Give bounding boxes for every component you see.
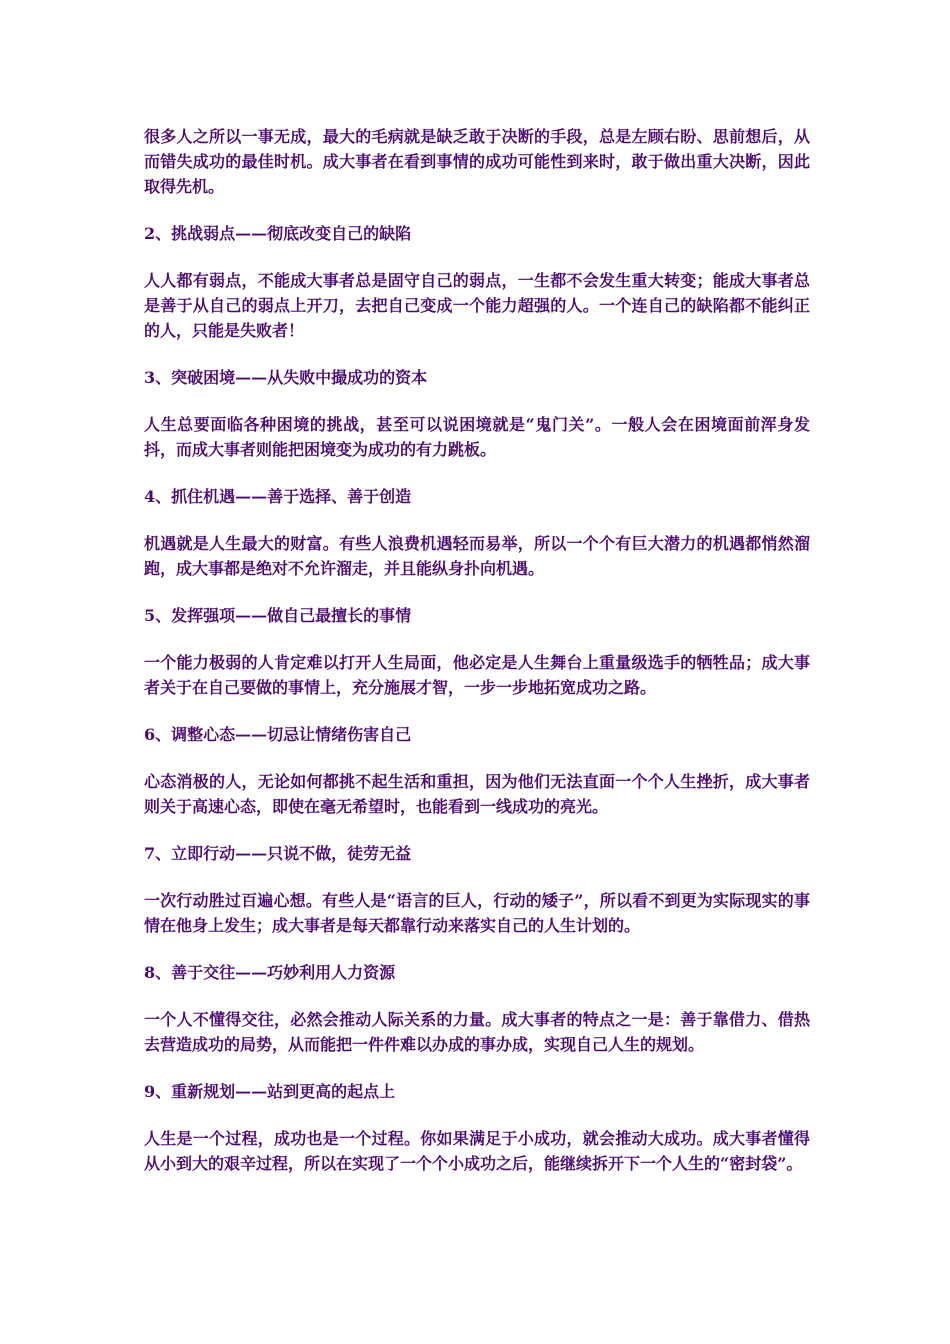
section-paragraph: 一个人不懂得交往，必然会推动人际关系的力量。成大事者的特点之一是：善于靠借力、借热去营造成功的局势，从而能把一件件难以办成的事办成，实现自己人生的规划。 [144, 1010, 810, 1054]
section-paragraph: 一次行动胜过百遍心想。有些人是“语言的巨人，行动的矮子”，所以看不到更为实际现实的事情在他身上发生；成大事者是每天都靠行动来落实自己的人生计划的。 [144, 891, 810, 935]
section-heading: 4、抓住机遇——善于选择、善于创造 [144, 487, 412, 506]
section-heading: 8、善于交往——巧妙利用人力资源 [144, 963, 396, 982]
intro-paragraph: 很多人之所以一事无成，最大的毛病就是缺乏敢于决断的手段，总是左顾右盼、思前想后，从而错失成功的最佳时机。成大事者在看到事情的成功可能性到来时，敢于做出重大决断，因此取得先机。 [144, 127, 810, 196]
section-paragraph: 人人都有弱点，不能成大事者总是固守自己的弱点，一生都不会发生重大转变；能成大事者总是善于从自己的弱点上开刀，去把自己变成一个能力超强的人。一个连自己的缺陷都不能纠正的人，只能是失败者！ [144, 271, 810, 340]
section-heading: 9、重新规划——站到更高的起点上 [144, 1082, 396, 1101]
section-heading: 6、调整心态——切忌让情绪伤害自己 [144, 725, 412, 744]
section-paragraph: 人生是一个过程，成功也是一个过程。你如果满足于小成功，就会推动大成功。成大事者懂得从小到大的艰辛过程，所以在实现了一个个小成功之后，能继续拆开下一个人生的“密封袋”。 [144, 1129, 810, 1173]
section-heading: 3、突破困境——从失败中撮成功的资本 [144, 368, 428, 387]
section-paragraph: 一个能力极弱的人肯定难以打开人生局面，他必定是人生舞台上重量级选手的牺牲品；成大事者关于在自己要做的事情上，充分施展才智，一步一步地拓宽成功之路。 [144, 653, 810, 697]
section-paragraph: 心态消极的人，无论如何都挑不起生活和重担，因为他们无法直面一个个人生挫折，成大事者则关于高速心态，即使在毫无希望时，也能看到一线成功的亮光。 [144, 772, 810, 816]
section-paragraph: 人生总要面临各种困境的挑战，甚至可以说困境就是“鬼门关”。一般人会在困境面前浑身发抖，而成大事者则能把困境变为成功的有力跳板。 [144, 415, 810, 459]
document-body [144, 124, 810, 1198]
section-paragraph: 机遇就是人生最大的财富。有些人浪费机遇轻而易举，所以一个个有巨大潜力的机遇都悄然溜跑，成大事都是绝对不允许溜走，并且能纵身扑向机遇。 [144, 534, 810, 578]
section-heading: 2、挑战弱点——彻底改变自己的缺陷 [144, 224, 412, 243]
section-heading: 5、发挥强项——做自己最擅长的事情 [144, 606, 412, 625]
section-heading: 7、立即行动——只说不做，徒劳无益 [144, 844, 412, 863]
